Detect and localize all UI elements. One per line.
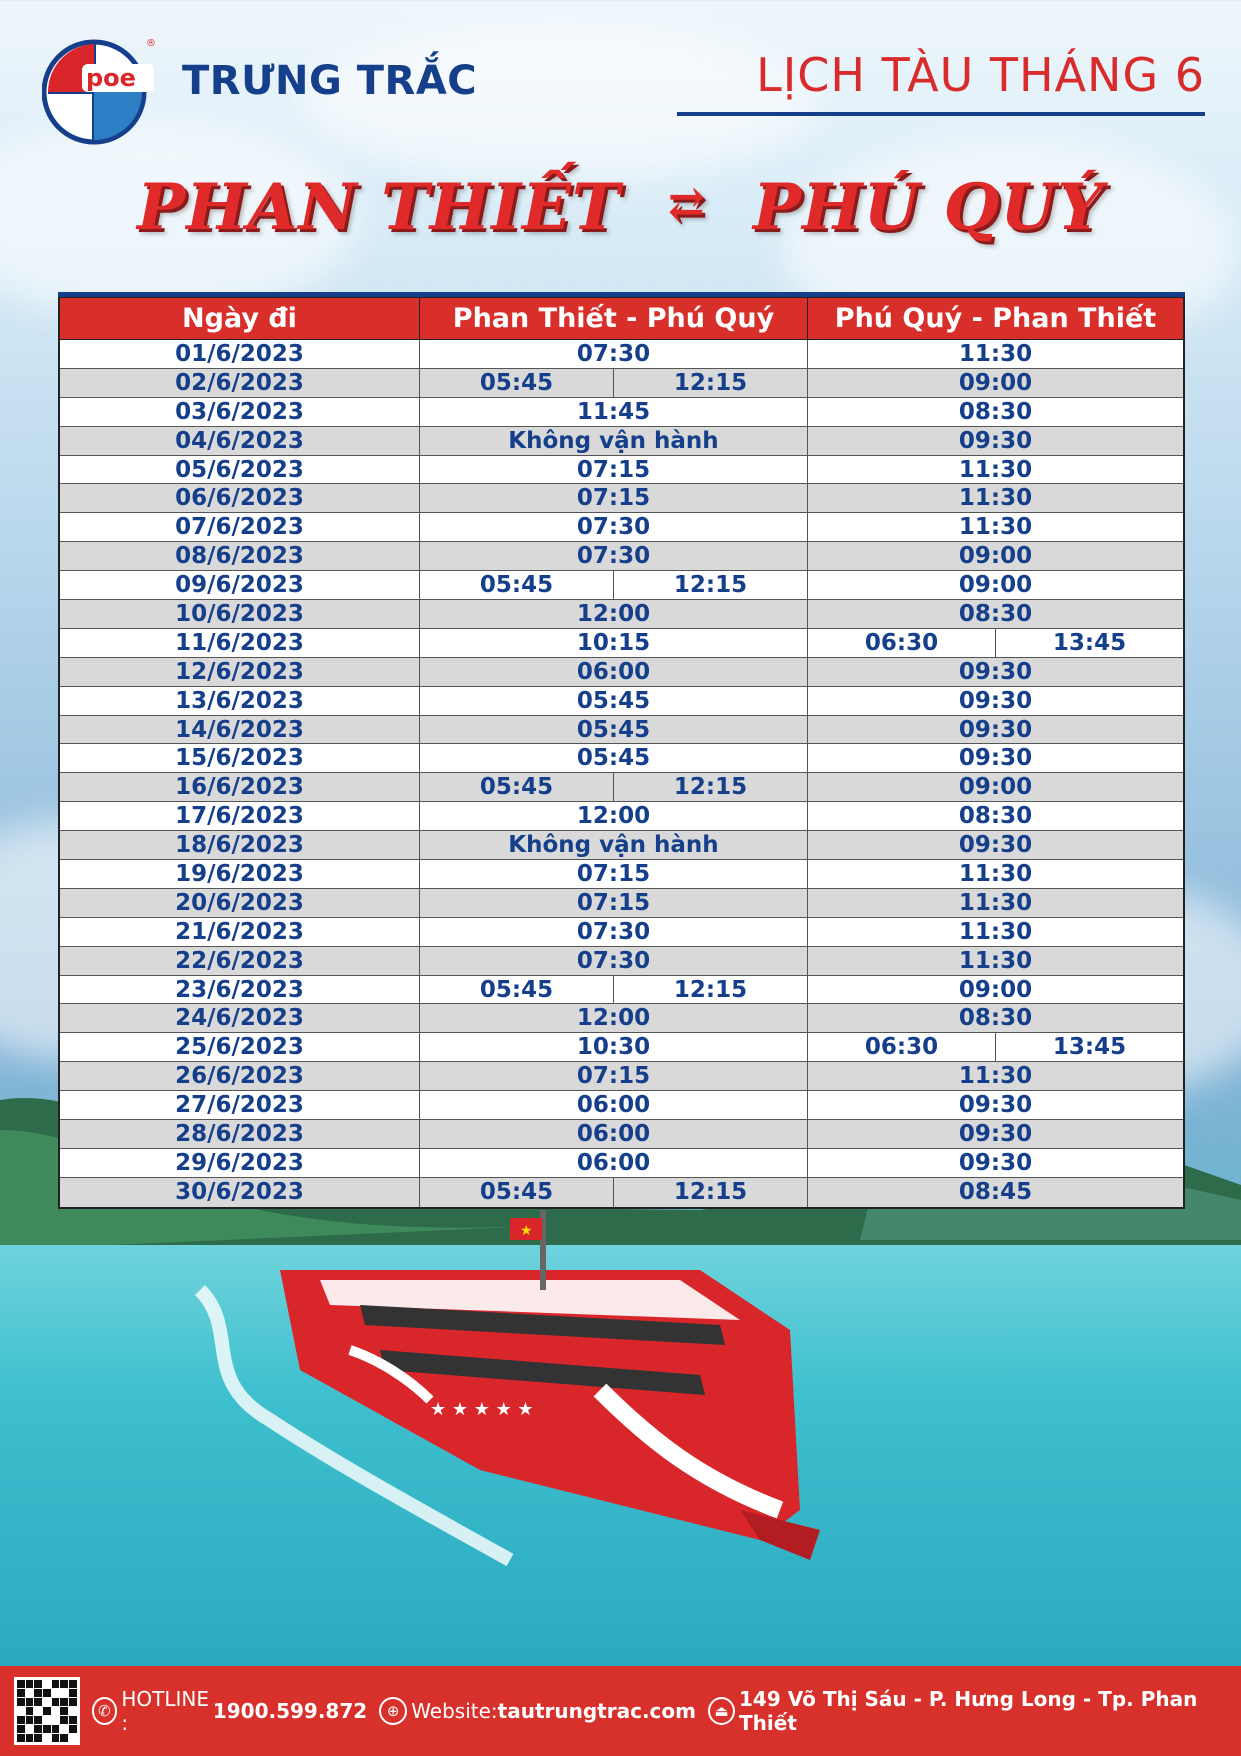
outbound-cell [420, 831, 808, 859]
column-header-outbound: Phan Thiết - Phú Quý [420, 298, 808, 339]
return-cell [808, 398, 1183, 426]
column-header-date: Ngày đi [60, 298, 420, 339]
date-cell [60, 658, 420, 686]
date-text: 14/6/2023 [175, 716, 304, 743]
footer-bar [0, 1666, 1241, 1756]
outbound-cell [420, 484, 808, 512]
date-cell [60, 947, 420, 975]
departure-time: 09:30 [958, 716, 1033, 743]
table-row [60, 340, 1183, 369]
departure-time: 09:30 [958, 1149, 1033, 1176]
table-row [60, 773, 1183, 802]
return-cell [808, 1033, 1183, 1061]
outbound-cell [420, 571, 808, 599]
outbound-cell [420, 1033, 808, 1061]
website-url: tautrungtrac.com [497, 1699, 696, 1723]
departure-time: 07:15 [576, 1063, 651, 1090]
return-cell [808, 340, 1183, 368]
date-text: 29/6/2023 [175, 1149, 304, 1176]
table-row [60, 658, 1183, 687]
date-cell [60, 831, 420, 859]
date-cell [60, 1178, 420, 1207]
outbound-cell [420, 513, 808, 541]
departure-time: 11:30 [958, 861, 1033, 888]
date-cell [60, 716, 420, 744]
outbound-cell [420, 1120, 808, 1148]
departure-time: 09:00 [958, 543, 1033, 570]
table-row [60, 1004, 1183, 1033]
departure-time: 05:45 [420, 773, 614, 801]
departure-time: 11:30 [958, 514, 1033, 541]
table-row [60, 976, 1183, 1005]
date-cell [60, 687, 420, 715]
location-icon: ⏏ [708, 1697, 735, 1725]
date-text: 02/6/2023 [175, 369, 304, 396]
outbound-cell [420, 744, 808, 772]
hotline[interactable] [92, 1687, 368, 1735]
departure-time: 11:30 [958, 1063, 1033, 1090]
date-cell [60, 744, 420, 772]
departure-time: 06:00 [576, 1121, 651, 1148]
date-text: 08/6/2023 [175, 543, 304, 570]
departure-time: 11:30 [958, 341, 1033, 367]
table-row [60, 456, 1183, 485]
title-underline [677, 112, 1205, 116]
return-cell [808, 369, 1183, 397]
date-cell [60, 773, 420, 801]
departure-time: 12:00 [576, 601, 651, 628]
date-text: 18/6/2023 [175, 832, 304, 859]
departure-time: 08:45 [958, 1178, 1033, 1205]
return-cell [808, 1149, 1183, 1177]
return-cell [808, 1120, 1183, 1148]
outbound-cell [420, 398, 808, 426]
departure-time: 13:45 [1052, 1034, 1127, 1061]
departure-time: 11:30 [958, 947, 1033, 974]
outbound-cell [420, 947, 808, 975]
return-cell [808, 1004, 1183, 1032]
departure-time: 09:30 [958, 658, 1033, 685]
brand-name: TRƯNG TRẮC [182, 58, 478, 104]
outbound-cell [420, 918, 808, 946]
return-cell [808, 456, 1183, 484]
outbound-cell [420, 976, 808, 1004]
date-cell [60, 340, 420, 368]
departure-time: 13:45 [1052, 629, 1127, 656]
table-row [60, 629, 1183, 658]
date-cell [60, 398, 420, 426]
departure-time: 10:15 [576, 629, 651, 656]
table-row [60, 571, 1183, 600]
return-cell [808, 802, 1183, 830]
departure-time: 09:30 [958, 427, 1033, 454]
departure-time: 09:30 [958, 1092, 1033, 1119]
departure-time: 09:30 [958, 832, 1033, 859]
date-cell [60, 600, 420, 628]
date-cell [60, 976, 420, 1004]
svg-text:★ ★ ★ ★ ★: ★ ★ ★ ★ ★ [430, 1399, 534, 1420]
date-cell [60, 1004, 420, 1032]
return-cell [808, 513, 1183, 541]
departure-time: 11:45 [576, 398, 651, 425]
brand-logo [42, 30, 160, 148]
table-row [60, 860, 1183, 889]
departure-time: 12:15 [673, 774, 748, 801]
table-row [60, 1178, 1183, 1207]
departure-time: 09:00 [958, 572, 1033, 599]
departure-time: 08:30 [958, 1005, 1033, 1032]
qr-code-icon[interactable] [14, 1677, 80, 1745]
departure-time: 07:15 [576, 889, 651, 916]
departure-time: 12:00 [576, 1005, 651, 1032]
return-cell [808, 1062, 1183, 1090]
return-cell [808, 947, 1183, 975]
table-row [60, 427, 1183, 456]
date-cell [60, 889, 420, 917]
date-text: 27/6/2023 [175, 1092, 304, 1119]
route-to: PHÚ QUÝ [752, 170, 1104, 245]
departure-time: 11:30 [958, 485, 1033, 512]
website[interactable] [379, 1697, 696, 1725]
date-cell [60, 427, 420, 455]
departure-time: 11:30 [958, 456, 1033, 483]
date-text: 21/6/2023 [175, 918, 304, 945]
swap-arrows-icon: ⇄ [667, 179, 706, 230]
return-cell [808, 773, 1183, 801]
outbound-cell [420, 1062, 808, 1090]
hotline-label: HOTLINE : [121, 1687, 209, 1735]
departure-time: 05:45 [420, 571, 614, 599]
svg-text:★: ★ [520, 1223, 533, 1239]
return-cell [808, 918, 1183, 946]
departure-time: 09:00 [958, 774, 1033, 801]
date-cell [60, 860, 420, 888]
departure-time: 08:30 [958, 398, 1033, 425]
table-header [60, 298, 1183, 340]
date-text: 20/6/2023 [175, 889, 304, 916]
date-cell [60, 629, 420, 657]
date-text: 17/6/2023 [175, 803, 304, 830]
table-row [60, 1062, 1183, 1091]
table-row [60, 687, 1183, 716]
return-cell [808, 716, 1183, 744]
departure-time: 07:30 [576, 918, 651, 945]
departure-time: 12:15 [673, 976, 748, 1003]
departure-time: 08:30 [958, 601, 1033, 628]
address [708, 1687, 1241, 1735]
return-cell [808, 629, 1183, 657]
departure-time: 07:30 [576, 514, 651, 541]
departure-time: 07:30 [576, 543, 651, 570]
departure-time: 05:45 [576, 687, 651, 714]
date-text: 13/6/2023 [175, 687, 304, 714]
departure-time: 09:00 [958, 976, 1033, 1003]
table-row [60, 802, 1183, 831]
date-cell [60, 1091, 420, 1119]
departure-time: 09:30 [958, 745, 1033, 772]
date-text: 05/6/2023 [175, 456, 304, 483]
outbound-cell [420, 369, 808, 397]
address-text: 149 Võ Thị Sáu - P. Hưng Long - Tp. Phan Thiết [739, 1687, 1198, 1735]
outbound-cell [420, 687, 808, 715]
date-text: 03/6/2023 [175, 398, 304, 425]
table-row [60, 398, 1183, 427]
return-cell [808, 542, 1183, 570]
return-cell [808, 1091, 1183, 1119]
departure-time: 07:15 [576, 456, 651, 483]
date-text: 04/6/2023 [175, 427, 304, 454]
table-row [60, 889, 1183, 918]
date-cell [60, 456, 420, 484]
outbound-cell [420, 1004, 808, 1032]
return-cell [808, 484, 1183, 512]
departure-time: 05:45 [420, 1178, 614, 1207]
date-text: 07/6/2023 [175, 514, 304, 541]
outbound-cell [420, 456, 808, 484]
date-text: 30/6/2023 [175, 1178, 304, 1205]
departure-time: 09:30 [958, 1121, 1033, 1148]
departure-time: 07:15 [576, 485, 651, 512]
date-text: 16/6/2023 [175, 774, 304, 801]
date-text: 12/6/2023 [175, 658, 304, 685]
departure-time: 11:30 [958, 889, 1033, 916]
departure-time: 12:15 [673, 369, 748, 396]
table-row [60, 716, 1183, 745]
table-row [60, 513, 1183, 542]
schedule-table [58, 296, 1185, 1209]
date-cell [60, 369, 420, 397]
table-row [60, 744, 1183, 773]
date-text: 15/6/2023 [175, 745, 304, 772]
departure-time: 12:15 [673, 1178, 748, 1205]
departure-time: 06:30 [808, 1033, 996, 1061]
departure-time: 06:30 [808, 629, 996, 657]
date-text: 10/6/2023 [175, 601, 304, 628]
date-text: 19/6/2023 [175, 861, 304, 888]
departure-time: 05:45 [576, 745, 651, 772]
departure-time: 06:00 [576, 1092, 651, 1119]
svg-text:poe: poe [86, 64, 136, 92]
return-cell [808, 687, 1183, 715]
departure-time: 11:30 [958, 918, 1033, 945]
return-cell [808, 889, 1183, 917]
date-text: 22/6/2023 [175, 947, 304, 974]
departure-time: 09:30 [958, 687, 1033, 714]
outbound-cell [420, 1178, 808, 1207]
table-row [60, 1149, 1183, 1178]
table-body [60, 340, 1183, 1207]
outbound-cell [420, 1149, 808, 1177]
date-cell [60, 1120, 420, 1148]
date-cell [60, 1062, 420, 1090]
departure-time: 12:15 [673, 572, 748, 599]
departure-time: 06:00 [576, 658, 651, 685]
departure-time: 07:30 [576, 947, 651, 974]
date-cell [60, 1033, 420, 1061]
departure-time: 05:45 [420, 369, 614, 397]
table-row [60, 542, 1183, 571]
return-cell [808, 658, 1183, 686]
ferry-illustration [180, 1210, 940, 1630]
date-cell [60, 918, 420, 946]
outbound-cell [420, 860, 808, 888]
departure-time: 09:00 [958, 369, 1033, 396]
date-text: 11/6/2023 [175, 629, 304, 656]
hotline-number: 1900.599.872 [212, 1699, 368, 1723]
date-cell [60, 484, 420, 512]
date-text: 25/6/2023 [175, 1034, 304, 1061]
date-cell [60, 513, 420, 541]
outbound-cell [420, 542, 808, 570]
outbound-cell [420, 716, 808, 744]
table-row [60, 369, 1183, 398]
table-row [60, 1120, 1183, 1149]
return-cell [808, 1178, 1183, 1207]
date-text: 01/6/2023 [175, 341, 304, 367]
departure-time: 06:00 [576, 1149, 651, 1176]
date-text: 23/6/2023 [175, 976, 304, 1003]
return-cell [808, 571, 1183, 599]
table-row [60, 1091, 1183, 1120]
departure-time: 10:30 [576, 1034, 651, 1061]
departure-time: 05:45 [576, 716, 651, 743]
date-cell [60, 1149, 420, 1177]
return-cell [808, 860, 1183, 888]
website-label: Website: [411, 1699, 498, 1723]
date-text: 09/6/2023 [175, 572, 304, 599]
departure-time: 08:30 [958, 803, 1033, 830]
date-cell [60, 571, 420, 599]
departure-time: 07:30 [576, 341, 651, 367]
date-cell [60, 542, 420, 570]
outbound-cell [420, 340, 808, 368]
return-cell [808, 427, 1183, 455]
route-title [0, 170, 1241, 245]
table-row [60, 947, 1183, 976]
date-text: 06/6/2023 [175, 485, 304, 512]
return-cell [808, 744, 1183, 772]
table-row [60, 1033, 1183, 1062]
table-row [60, 600, 1183, 629]
date-text: 26/6/2023 [175, 1063, 304, 1090]
departure-time: 12:00 [576, 803, 651, 830]
outbound-cell [420, 773, 808, 801]
return-cell [808, 831, 1183, 859]
phone-icon: ✆ [92, 1697, 118, 1725]
outbound-cell [420, 629, 808, 657]
table-row [60, 484, 1183, 513]
outbound-cell [420, 600, 808, 628]
departure-time: 07:15 [576, 861, 651, 888]
outbound-cell [420, 658, 808, 686]
return-cell [808, 600, 1183, 628]
outbound-cell [420, 427, 808, 455]
return-cell [808, 976, 1183, 1004]
column-header-return: Phú Quý - Phan Thiết [834, 303, 1157, 334]
outbound-cell [420, 889, 808, 917]
departure-time: 05:45 [420, 976, 614, 1004]
svg-text:®: ® [146, 38, 156, 49]
schedule-title: LỊCH TÀU THÁNG 6 [756, 48, 1205, 102]
table-row [60, 918, 1183, 947]
departure-time: Không vận hành [508, 832, 719, 859]
route-from: PHAN THIẾT [137, 170, 621, 245]
date-text: 28/6/2023 [175, 1121, 304, 1148]
date-cell [60, 802, 420, 830]
date-text: 24/6/2023 [175, 1005, 304, 1032]
table-row [60, 831, 1183, 860]
departure-time: Không vận hành [508, 427, 719, 454]
outbound-cell [420, 1091, 808, 1119]
globe-icon: ⊕ [379, 1697, 407, 1725]
outbound-cell [420, 802, 808, 830]
